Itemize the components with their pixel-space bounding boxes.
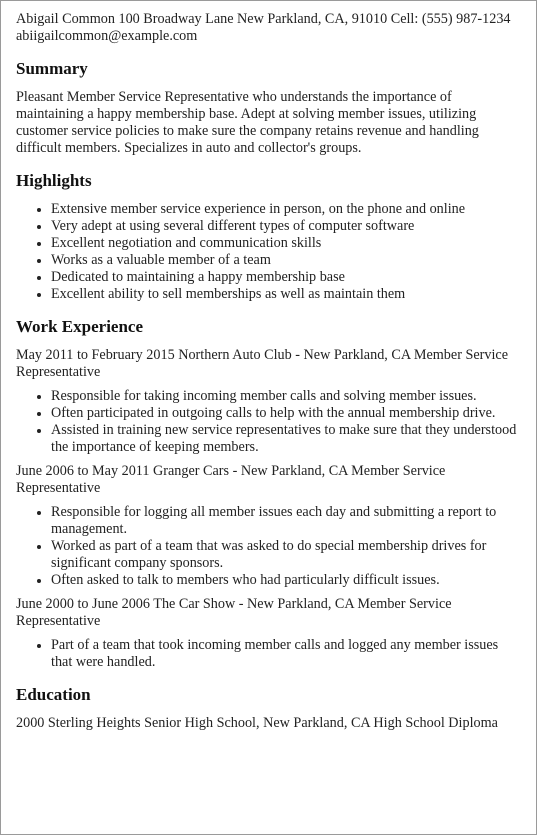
highlight-item: Excellent negotiation and communication skills [51,235,521,252]
contact-phone: Cell: (555) 987-1234 [390,11,511,27]
highlight-item: Excellent ability to sell memberships as well as maintain them [51,286,521,303]
job-bullet: Responsible for taking incoming member calls and solving member issues. [51,388,521,405]
summary-text: Pleasant Member Service Representative who understands the importance of maintaining a happy membership base. Adept at solving member issues, utilizing customer service policies to make sure the company retains revenue and handling difficult members. Specializes in auto and collector's groups. [16,89,479,156]
summary-heading: Summary [16,59,88,78]
job-bullet: Part of a team that took incoming member calls and logged any member issues that were handled. [51,637,521,671]
job-bullet: Worked as part of a team that was asked to do special membership drives for significant company sponsors. [51,538,521,572]
contact-address: 100 Broadway Lane New Parkland, CA, 91010 [118,11,388,27]
job-header: June 2006 to May 2011 Granger Cars - New Parkland, CA Member Service Representative [16,463,446,496]
job-bullet: Assisted in training new service representatives to make sure that they understood the importance of keeping members. [51,422,521,456]
highlight-item: Works as a valuable member of a team [51,252,521,269]
job-bullets [16,637,521,671]
highlight-item: Very adept at using several different types of computer software [51,218,521,235]
highlight-item: Dedicated to maintaining a happy membership base [51,269,521,286]
contact-email: abiigailcommon@example.com [16,28,198,44]
job-bullet: Often asked to talk to members who had particularly difficult issues. [51,572,521,589]
contact-block [16,11,521,45]
job-header: June 2000 to June 2006 The Car Show - New Parkland, CA Member Service Representative [16,596,452,629]
contact-name: Abigail Common [16,11,115,27]
highlight-item: Extensive member service experience in person, on the phone and online [51,201,521,218]
highlights-list [16,201,521,303]
job-bullets [16,504,521,589]
job-bullet: Often participated in outgoing calls to help with the annual membership drive. [51,405,521,422]
job-bullet: Responsible for logging all member issues each day and submitting a report to management. [51,504,521,538]
education-text: 2000 Sterling Heights Senior High School, New Parkland, CA High School Diploma [16,715,498,731]
experience-heading: Work Experience [16,317,144,336]
job-header: May 2011 to February 2015 Northern Auto Club - New Parkland, CA Member Service Representative [16,347,509,380]
job-bullets [16,388,521,456]
highlights-heading: Highlights [16,171,92,190]
education-heading: Education [16,685,91,704]
